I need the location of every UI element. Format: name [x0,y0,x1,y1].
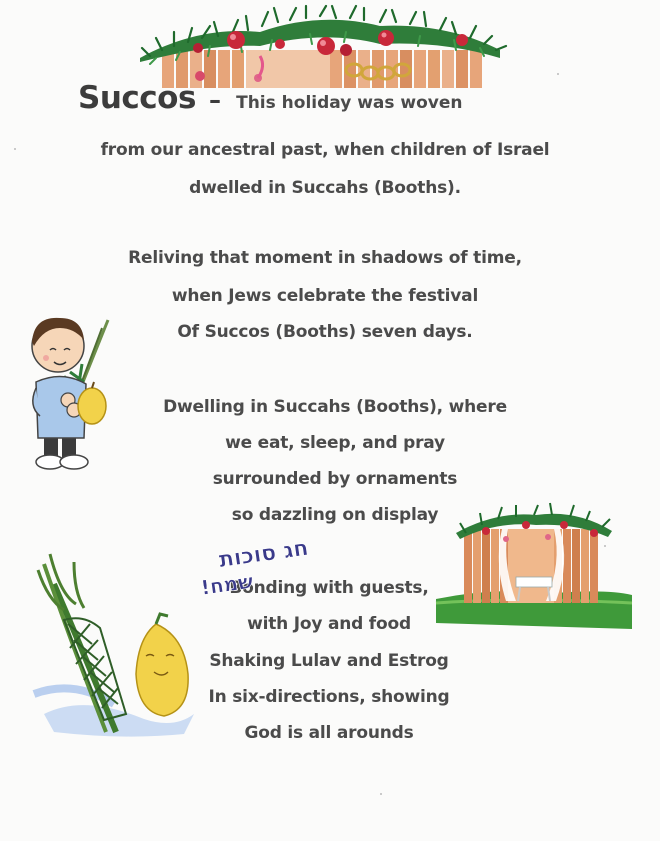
poem-line: when Jews celebrate the festival [171,286,479,306]
poem-line: God is all arounds [244,723,414,743]
poem-line: from our ancestral past, when children of Israel [100,140,550,160]
poem-line: Dwelling in Succahs (Booths), where [163,397,507,417]
poem-title-row [78,80,463,116]
boy-with-lulav-illustration [22,306,122,476]
succah-booth-illustration [436,503,632,629]
lulav-etrog-illustration [24,535,311,744]
poem-line: Bonding with guests, [229,578,429,598]
poem-line: Shaking Lulav and Estrog [209,651,449,671]
poem-line: surrounded by ornaments [212,469,458,489]
poem-line: with Joy and food [247,614,411,634]
poem-line: Of Succos (Booths) seven days. [177,322,473,342]
poem-line: dwelled in Succahs (Booths). [189,178,461,198]
poem-line: Reliving that moment in shadows of time, [128,248,522,268]
hebrew-greeting-line: שמח! [199,568,255,600]
hebrew-greeting-line: חג סוכות [217,535,311,574]
garland-illustration [140,6,500,88]
poem-title: Succos [78,80,196,116]
poem-line: In six-directions, showing [208,687,450,707]
title-dash: – [209,86,221,114]
poem-line: we eat, sleep, and pray [225,433,445,453]
poem-line: so dazzling on display [231,505,439,525]
poem-line: This holiday was woven [236,93,463,113]
